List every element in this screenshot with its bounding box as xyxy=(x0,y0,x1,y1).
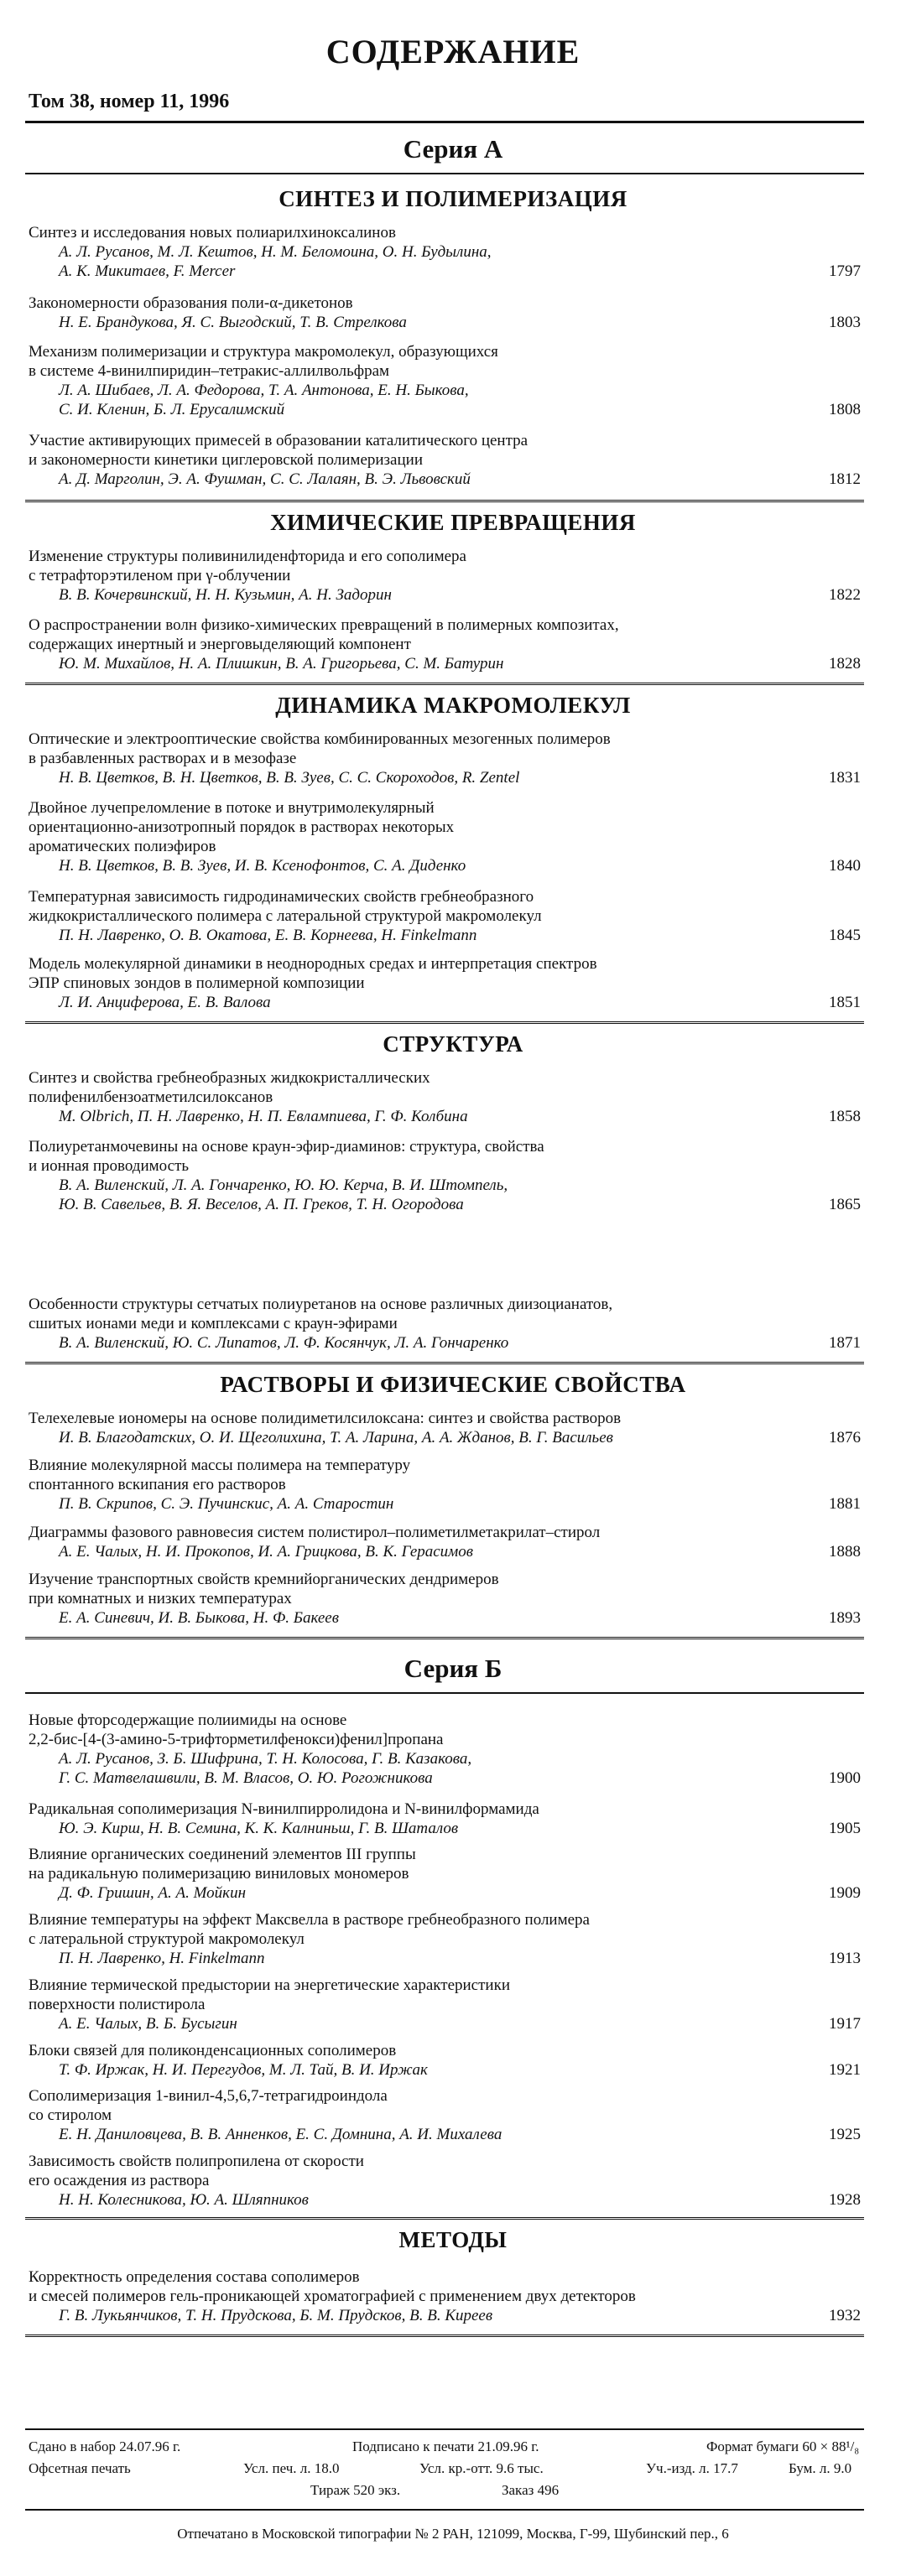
article-title: Изменение структуры поливинилиденфторида и его сополимера xyxy=(29,548,466,565)
divider xyxy=(25,1637,864,1639)
article-authors: Н. Е. Брандукова, Я. С. Выгодский, Т. В. Стрелкова xyxy=(59,314,407,331)
article-authors: Л. И. Анциферова, Е. В. Валова xyxy=(59,994,271,1011)
article-authors: П. В. Скрипов, С. Э. Пучинскис, А. А. Старостин xyxy=(59,1495,394,1513)
article-title: и закономерности кинетики циглеровской полимеризации xyxy=(29,451,423,469)
footer-offset: Офсетная печать xyxy=(29,2460,131,2476)
page-number: 1932 xyxy=(829,2307,861,2324)
list-item[interactable] xyxy=(29,1800,864,1838)
article-authors: Г. В. Лукьянчиков, Т. Н. Прудскова, Б. М. Прудсков, В. В. Киреев xyxy=(59,2307,493,2324)
divider xyxy=(25,2509,864,2511)
article-authors: Ю. М. Михайлов, Н. А. Плишкин, В. А. Григорьева, С. М. Батурин xyxy=(59,655,504,673)
article-title: Влияние термической предыстории на энергетические характеристики xyxy=(29,1976,510,1994)
article-authors: Н. В. Цветков, В. В. Зуев, И. В. Ксенофонтов, С. А. Диденко xyxy=(59,857,466,875)
page-number: 1871 xyxy=(829,1334,861,1352)
article-title: Зависимость свойств полипропилена от скорости xyxy=(29,2153,364,2170)
list-item[interactable] xyxy=(29,1910,864,1968)
article-authors: Л. А. Шибаев, Л. А. Федорова, Т. А. Антонова, Е. Н. Быкова, xyxy=(59,382,469,399)
article-title: при комнатных и низких температурах xyxy=(29,1590,292,1607)
page-number: 1840 xyxy=(829,857,861,875)
page-number: 1845 xyxy=(829,927,861,944)
divider xyxy=(25,683,864,685)
page-number: 1921 xyxy=(829,2061,861,2079)
divider xyxy=(25,500,864,502)
page-number: 1822 xyxy=(829,586,861,604)
article-authors: Е. Н. Даниловцева, В. В. Анненков, Е. С. Домнина, А. И. Михалева xyxy=(59,2126,502,2143)
article-title: Диаграммы фазового равновесия систем полистирол–полиметилметакрилат–стирол xyxy=(29,1524,601,1541)
page-title: СОДЕРЖАНИЕ xyxy=(325,33,581,70)
page-number: 1828 xyxy=(829,655,861,673)
list-item[interactable] xyxy=(29,293,864,332)
list-item[interactable] xyxy=(29,1976,864,2033)
list-item[interactable] xyxy=(29,1523,864,1561)
list-item[interactable] xyxy=(29,431,864,489)
article-title: Телехелевые иономеры на основе полидиметилсилоксана: синтез и свойства растворов xyxy=(29,1410,622,1427)
page-number: 1851 xyxy=(829,994,861,1011)
footer-signed: Подписано к печати 21.09.96 г. xyxy=(352,2438,539,2454)
page-number: 1803 xyxy=(829,314,861,331)
footer-format: Формат бумаги 60 × 88¹/₈ xyxy=(706,2438,860,2454)
divider xyxy=(25,2217,864,2220)
list-item[interactable] xyxy=(29,547,864,605)
list-item[interactable] xyxy=(29,1137,864,1214)
article-authors: Д. Ф. Гришин, А. А. Мойкин xyxy=(59,1884,246,1902)
series-a-heading: Серия А xyxy=(403,134,503,164)
page-number: 1913 xyxy=(829,1950,861,1967)
article-title: ЭПР спиновых зондов в полимерной композиции xyxy=(29,974,365,992)
article-title: Радикальная сополимеризация N-винилпирролидона и N-винилформамида xyxy=(29,1800,539,1818)
divider xyxy=(25,173,864,174)
article-authors: А. К. Микитаев, F. Mercer xyxy=(59,262,236,280)
list-item[interactable] xyxy=(29,342,864,419)
article-title: Оптические и электрооптические свойства комбинированных мезогенных полимеров xyxy=(29,730,611,748)
article-authors: П. Н. Лавренко, О. В. Окатова, Е. В. Корнеева, H. Finkelmann xyxy=(59,927,477,944)
article-authors: Г. С. Матвелашвили, В. М. Власов, О. Ю. Рогожникова xyxy=(59,1769,433,1787)
list-item[interactable] xyxy=(29,887,864,945)
article-title: и ионная проводимость xyxy=(29,1157,190,1175)
article-title: со стиролом xyxy=(29,2106,112,2124)
page-number: 1831 xyxy=(829,769,861,787)
article-title: сшитых ионами меди и комплексами с краун-эфирами xyxy=(29,1315,398,1332)
article-authors: А. Л. Русанов, М. Л. Кештов, Н. М. Беломоина, О. Н. Будылина, xyxy=(59,243,492,261)
article-title: содержащих инертный и энерговыделяющий компонент xyxy=(29,636,411,653)
article-authors: И. В. Благодатских, О. И. Щеголихина, Т. А. Ларина, А. А. Жданов, В. Г. Васильев xyxy=(59,1429,613,1446)
section-heading: МЕТОДЫ xyxy=(398,2227,508,2252)
article-title: Изучение транспортных свойств кремнийорганических дендримеров xyxy=(29,1571,499,1588)
section-heading: СИНТЕЗ И ПОЛИМЕРИЗАЦИЯ xyxy=(279,186,627,211)
article-authors: В. А. Виленский, Ю. С. Липатов, Л. Ф. Косянчук, Л. А. Гончаренко xyxy=(59,1334,509,1352)
article-title: Блоки связей для поликонденсационных сополимеров xyxy=(29,2042,397,2059)
article-title: в разбавленных растворах и в мезофазе xyxy=(29,750,297,767)
article-title: 2,2-бис-[4-(3-амино-5-трифторметилфенокси)фенил]пропана xyxy=(29,1731,444,1748)
list-item[interactable] xyxy=(29,2041,864,2080)
page-number: 1808 xyxy=(829,401,861,418)
article-authors: Т. Ф. Иржак, Н. И. Перегудов, М. Л. Тай, В. И. Иржак xyxy=(59,2061,428,2079)
article-title: Влияние органических соединений элементов III группы xyxy=(29,1846,416,1863)
list-item[interactable] xyxy=(29,223,864,281)
divider xyxy=(25,1362,864,1364)
section-heading: ХИМИЧЕСКИЕ ПРЕВРАЩЕНИЯ xyxy=(270,510,636,535)
article-title: Влияние молекулярной массы полимера на температуру xyxy=(29,1457,411,1474)
article-title: Влияние температуры на эффект Максвелла в растворе гребнеобразного полимера xyxy=(29,1911,590,1929)
page-number: 1905 xyxy=(829,1820,861,1837)
footer-usl-kr: Усл. кр.-отт. 9.6 тыс. xyxy=(419,2460,544,2476)
list-item[interactable] xyxy=(29,1409,864,1447)
article-title: его осаждения из раствора xyxy=(29,2172,210,2189)
article-title: Синтез и исследования новых полиарилхиноксалинов xyxy=(29,224,396,242)
divider xyxy=(25,121,864,123)
article-title: Механизм полимеризации и структура макромолекул, образующихся xyxy=(29,343,498,361)
article-title: Сополимеризация 1-винил-4,5,6,7-тетрагидроиндола xyxy=(29,2087,388,2105)
footer-zakaz: Заказ 496 xyxy=(502,2482,560,2498)
article-title: Корректность определения состава сополимеров xyxy=(29,2268,360,2286)
article-title: на радикальную полимеризацию виниловых мономеров xyxy=(29,1865,409,1883)
article-authors: Ю. Э. Кирш, Н. В. Семина, К. К. Калниньш, Г. В. Шаталов xyxy=(59,1820,459,1837)
page-number: 1797 xyxy=(829,262,861,280)
issue-info: Том 38, номер 11, 1996 xyxy=(29,91,230,112)
list-item[interactable] xyxy=(29,615,864,673)
footer-usl-pech: Усл. печ. л. 18.0 xyxy=(243,2460,340,2476)
footer-tirazh: Тираж 520 экз. xyxy=(310,2482,401,2498)
list-item[interactable] xyxy=(29,954,864,1012)
article-authors: Н. В. Цветков, В. Н. Цветков, В. В. Зуев, С. С. Скороходов, R. Zentel xyxy=(59,769,520,787)
article-title: и смесей полимеров гель-проникающей хроматографией с применением двух детекторов xyxy=(29,2288,636,2305)
article-title: Модель молекулярной динамики в неоднородных средах и интерпретация спектров xyxy=(29,955,597,973)
article-title: спонтанного вскипания его растворов xyxy=(29,1476,286,1493)
article-authors: П. Н. Лавренко, H. Finkelmann xyxy=(59,1950,265,1967)
page-number: 1900 xyxy=(829,1769,861,1787)
article-authors: А. Д. Марголин, Э. А. Фушман, С. С. Лалаян, В. Э. Львовский xyxy=(59,470,471,488)
section-heading: РАСТВОРЫ И ФИЗИЧЕСКИЕ СВОЙСТВА xyxy=(220,1372,686,1397)
page-number: 1909 xyxy=(829,1884,861,1902)
list-item[interactable] xyxy=(29,2152,864,2210)
article-title: Синтез и свойства гребнеобразных жидкокристаллических xyxy=(29,1069,430,1087)
article-authors: M. Olbrich, П. Н. Лавренко, Н. П. Евлампиева, Г. Ф. Колбина xyxy=(59,1108,468,1125)
page-number: 1888 xyxy=(829,1543,861,1561)
divider xyxy=(25,1021,864,1024)
article-authors: В. А. Виленский, Л. А. Гончаренко, Ю. Ю. Керча, В. И. Штомпель, xyxy=(59,1176,508,1194)
article-authors: Ю. В. Савельев, В. Я. Веселов, А. П. Греков, Т. Н. Огородова xyxy=(59,1196,464,1213)
article-title: в системе 4-винилпиридин–тетракис-аллилвольфрам xyxy=(29,362,390,380)
list-item[interactable] xyxy=(29,2086,864,2144)
article-title: Новые фторсодержащие полиимиды на основе xyxy=(29,1711,347,1729)
page-number: 1917 xyxy=(829,2015,861,2033)
article-title: ориентационно-анизотропный порядок в растворах некоторых xyxy=(29,818,455,836)
article-title: Температурная зависимость гидродинамических свойств гребнеобразного xyxy=(29,888,534,906)
article-title: с латеральной структурой макромолекул xyxy=(29,1930,305,1948)
divider xyxy=(25,2334,864,2337)
page-number: 1865 xyxy=(829,1196,861,1213)
list-item[interactable] xyxy=(29,798,864,875)
list-item[interactable] xyxy=(29,730,864,787)
article-title: Особенности структуры сетчатых полиуретанов на основе различных диизоцианатов, xyxy=(29,1296,613,1313)
article-title: Закономерности образования поли-α-дикетонов xyxy=(29,294,353,312)
article-authors: Н. Н. Колесникова, Ю. А. Шляпников xyxy=(59,2191,309,2209)
page-number: 1881 xyxy=(829,1495,861,1513)
page-number: 1925 xyxy=(829,2126,861,2143)
article-title: О распространении волн физико-химических превращений в полимерных композитах, xyxy=(29,616,619,634)
page-number: 1928 xyxy=(829,2191,861,2209)
page-number: 1876 xyxy=(829,1429,861,1446)
article-title: с тетрафторэтиленом при γ-облучении xyxy=(29,567,291,584)
article-authors: С. И. Кленин, Б. Л. Ерусалимский xyxy=(59,401,285,418)
footer-uch-izd: Уч.-изд. л. 17.7 xyxy=(646,2460,738,2476)
list-item[interactable] xyxy=(29,1295,864,1353)
footer-printed: Отпечатано в Московской типографии № 2 РАН, 121099, Москва, Г-99, Шубинский пер., 6 xyxy=(177,2526,729,2542)
page-number: 1893 xyxy=(829,1609,861,1627)
article-title: поверхности полистирола xyxy=(29,1996,206,2013)
article-authors: В. В. Кочервинский, Н. Н. Кузьмин, А. Н. Задорин xyxy=(59,586,392,604)
article-title: Участие активирующих примесей в образовании каталитического центра xyxy=(29,432,528,449)
article-authors: А. Е. Чалых, В. Б. Бусыгин xyxy=(59,2015,237,2033)
divider xyxy=(25,2428,864,2430)
list-item[interactable] xyxy=(29,1845,864,1903)
footer-bum: Бум. л. 9.0 xyxy=(789,2460,852,2476)
section-heading: СТРУКТУРА xyxy=(383,1031,523,1057)
page-number: 1858 xyxy=(829,1108,861,1125)
divider xyxy=(25,1692,864,1694)
article-title: жидкокристаллического полимера с латеральной структурой макромолекул xyxy=(29,907,542,925)
list-item[interactable] xyxy=(29,2267,864,2325)
list-item[interactable] xyxy=(29,1711,864,1788)
article-authors: А. Л. Русанов, З. Б. Шифрина, Т. Н. Колосова, Г. В. Казакова, xyxy=(59,1750,472,1768)
list-item[interactable] xyxy=(29,1570,864,1628)
page-number: 1812 xyxy=(829,470,861,488)
list-item[interactable] xyxy=(29,1068,864,1126)
article-authors: Е. А. Синевич, И. В. Быкова, Н. Ф. Бакеев xyxy=(59,1609,339,1627)
article-title: Двойное лучепреломление в потоке и внутримолекулярный xyxy=(29,799,435,817)
article-title: полифенилбензоатметилсилоксанов xyxy=(29,1088,273,1106)
article-title: Полиуретанмочевины на основе краун-эфир-диаминов: структура, свойства xyxy=(29,1138,544,1156)
list-item[interactable] xyxy=(29,1456,864,1514)
article-title: ароматических полиэфиров xyxy=(29,838,216,855)
footer-sent: Сдано в набор 24.07.96 г. xyxy=(29,2438,181,2454)
section-heading: ДИНАМИКА МАКРОМОЛЕКУЛ xyxy=(275,693,631,718)
series-b-heading: Серия Б xyxy=(404,1654,502,1683)
article-authors: А. Е. Чалых, Н. И. Прокопов, И. А. Грицкова, В. К. Герасимов xyxy=(59,1543,474,1561)
